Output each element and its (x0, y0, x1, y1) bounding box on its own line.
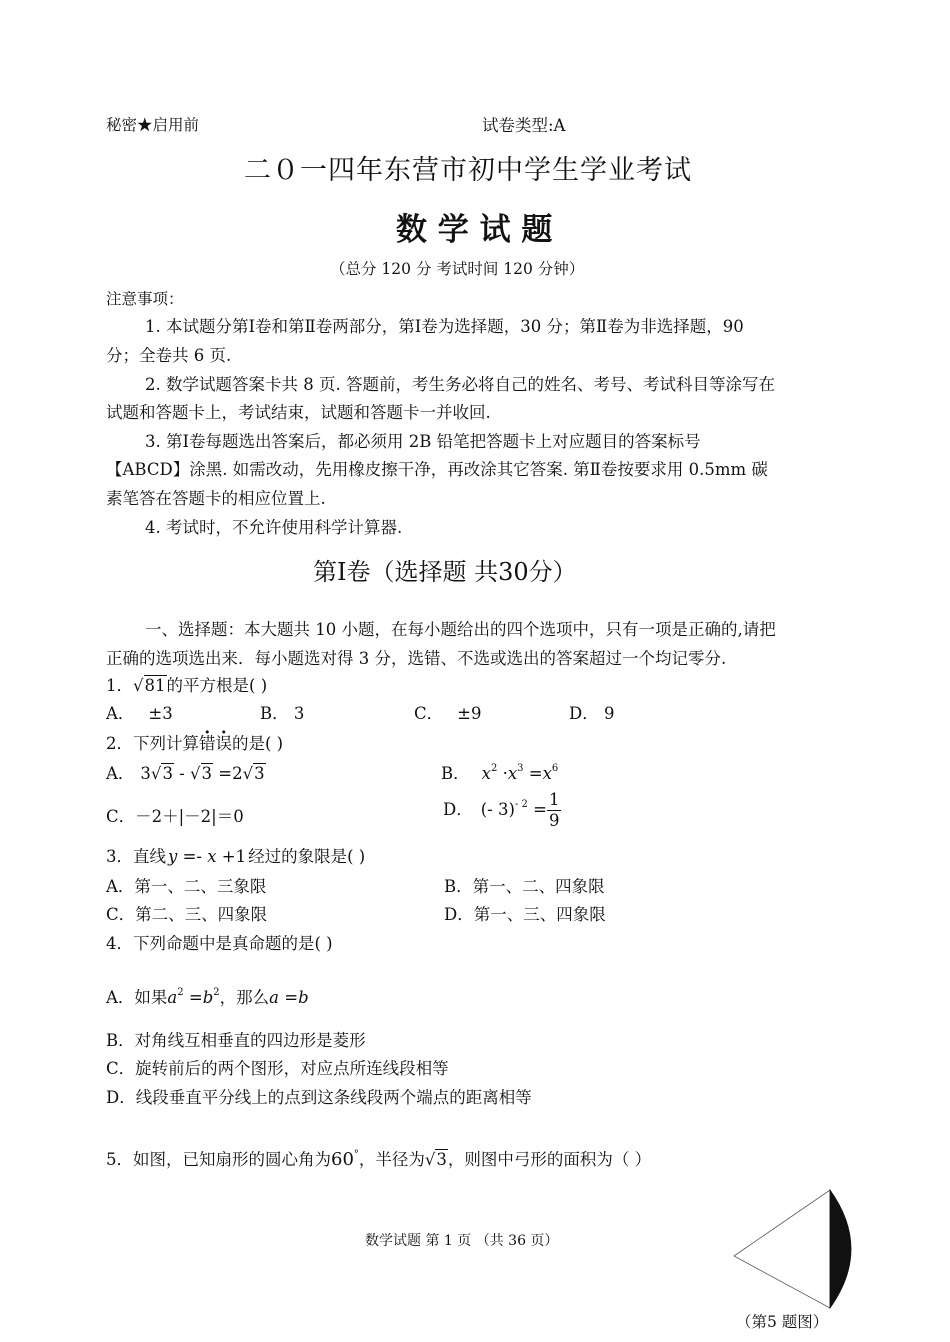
q2-option-b: B． $x^2 \cdot x^3 =x^6$ (441, 763, 559, 783)
question-4: 4．下列命题中是真命题的是( ) (106, 934, 333, 953)
q4-option-b: B．对角线互相垂直的四边形是菱形 (106, 1031, 366, 1050)
q1-option-c: C． ±9 (414, 704, 482, 723)
notice-item-3: 3. 第Ⅰ卷每题选出答案后，都必须用 2B 铅笔把答题卡上对应题目的答案标号 (145, 432, 701, 451)
notice-heading: 注意事项： (106, 290, 184, 308)
score-time: （总分 120 分 考试时间 120 分钟） (330, 260, 585, 278)
q1-option-d: D． 9 (569, 704, 615, 723)
q1-option-b: B． 3 (260, 704, 305, 723)
q1-option-a: A． ±3 (106, 704, 173, 723)
notice-item-2-cont: 试题和答题卡上，考试结束，试题和答题卡一并收回. (106, 403, 491, 422)
notice-item-1-cont: 分；全卷共 6 页. (106, 346, 232, 365)
question-2: 2．下列计算错误的是( ) (106, 734, 284, 753)
q1-sqrt: √81 (133, 676, 166, 695)
section-title: 第Ⅰ卷（选择题 共30分） (313, 558, 577, 586)
paper-type: 试卷类型:A (482, 116, 566, 135)
q4-option-a: A．如果$a^2 =b^2$，那么a =b (106, 987, 309, 1007)
notice-item-4: 4. 考试时，不允许使用科学计算器. (145, 518, 403, 537)
q4-option-c: C．旋转前后的两个图形，对应点所连线段相等 (106, 1059, 449, 1078)
question-1 (106, 672, 267, 696)
q2-option-d: D． (- 3)$^{- 2}$ = $\frac{1}{9}$ (443, 790, 560, 830)
notice-item-3-cont: 【ABCD】涂黑. 如需改动，先用橡皮擦干净，再改涂其它答案. 第Ⅱ卷按要求用 0.5mm 碳 (106, 460, 768, 479)
section-intro-cont: 正确的选项选出来．每小题选对得 3 分，选错、不选或选出的答案超过一个均记零分. (106, 649, 727, 668)
segment-shaded (830, 1190, 851, 1308)
q4-option-d: D．线段垂直平分线上的点到这条线段两个端点的距离相等 (106, 1088, 532, 1107)
sector-triangle (734, 1190, 830, 1308)
subject-title: 数 学 试 题 (396, 212, 553, 248)
notice-item-3-cont2: 素笔答在答题卡的相应位置上. (106, 489, 326, 508)
section-intro: 一、选择题：本大题共 10 小题，在每小题给出的四个选项中，只有一项是正确的,请把 (145, 620, 776, 639)
question-3: 3．直线 y =- x +1 经过的象限是( ) (106, 847, 366, 866)
q3-option-d: D．第一、三、四象限 (444, 905, 606, 924)
q2-option-a: A． 3√3 - √3 =2√3 (106, 764, 265, 783)
notice-item-1: 1. 本试题分第Ⅰ卷和第Ⅱ卷两部分，第Ⅰ卷为选择题，30 分；第Ⅱ卷为非选择题，90 (145, 317, 744, 336)
question-5: 5．如图，已知扇形的圆心角为60°，半径为√3，则图中弓形的面积为（ ） (106, 1149, 652, 1170)
q1-stem: 的平方根是( ) (166, 676, 268, 695)
q3-option-c: C．第二、三、四象限 (106, 905, 268, 924)
sector-figure (726, 1186, 860, 1314)
secret-label: 秘密★启用前 (106, 116, 200, 134)
exam-title: 二０一四年东营市初中学生学业考试 (244, 155, 692, 186)
page-footer: 数学试题 第 1 页 （共 36 页） (365, 1233, 559, 1249)
q3-option-b: B．第一、二、四象限 (444, 877, 605, 896)
q1-number: 1． (106, 676, 133, 695)
q2-option-c: C．－2＋|－2|＝0 (106, 807, 244, 826)
figure-caption: （第5 题图） (736, 1313, 829, 1331)
notice-item-2: 2. 数学试题答案卡共 8 页. 答题前，考生务必将自己的姓名、考号、考试科目等涂写在 (145, 375, 775, 394)
q3-option-a: A．第一、二、三象限 (106, 877, 267, 896)
